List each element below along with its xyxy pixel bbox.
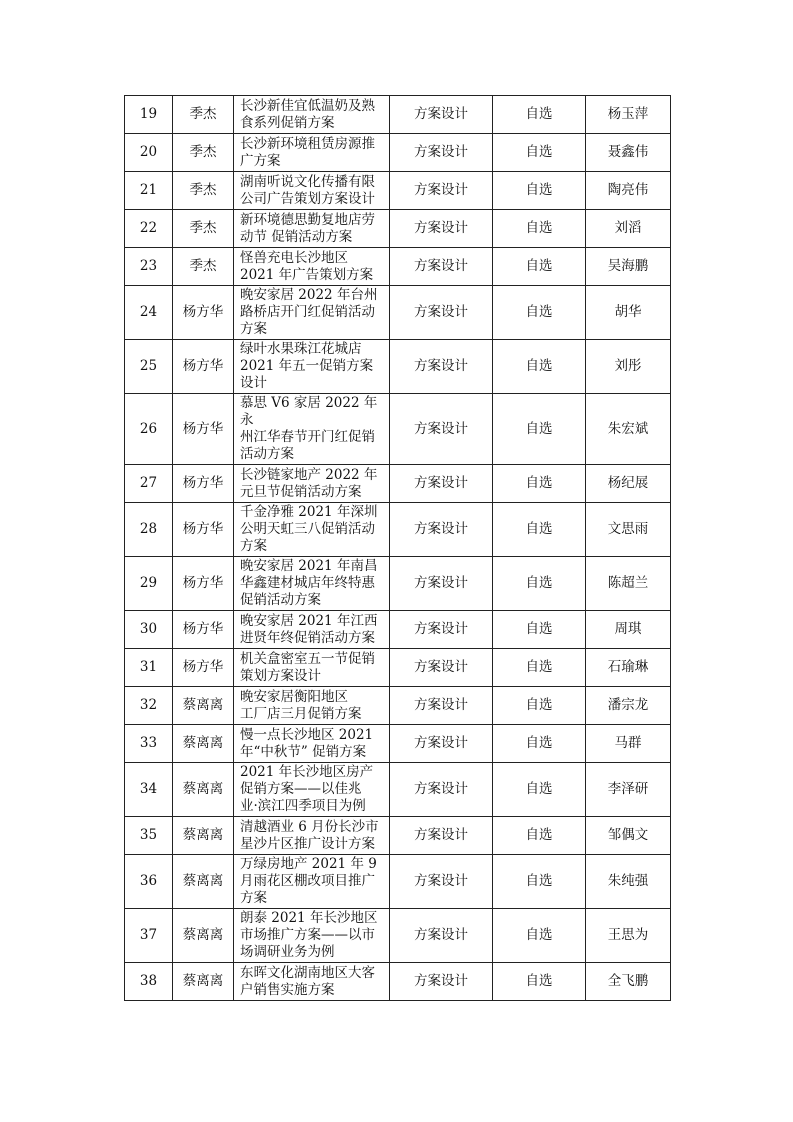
topic-type-cell: 方案设计: [390, 394, 493, 465]
advisor-cell: 杨方华: [173, 465, 234, 503]
topic-title-cell: 万绿房地产 2021 年 9 月雨花区棚改项目推广 方案: [234, 855, 390, 909]
student-name-cell: 邹偶文: [586, 817, 671, 855]
topic-source-cell: 自选: [493, 465, 586, 503]
student-name-cell: 吴海鹏: [586, 248, 671, 286]
row-number-cell: 20: [125, 134, 173, 172]
advisor-cell: 杨方华: [173, 286, 234, 340]
topic-source-cell: 自选: [493, 172, 586, 210]
advisor-cell: 蔡离离: [173, 817, 234, 855]
topic-title-cell: 千金净雅 2021 年深圳 公明天虹三八促销活动 方案: [234, 503, 390, 557]
topic-source-cell: 自选: [493, 134, 586, 172]
student-name-cell: 石瑜琳: [586, 649, 671, 687]
topic-title-cell: 晚安家居 2021 年江西 进贤年终促销活动方案: [234, 611, 390, 649]
row-number-cell: 38: [125, 963, 173, 1001]
table-row: [125, 96, 671, 134]
advisor-cell: 蔡离离: [173, 687, 234, 725]
topic-title-cell: 慢一点长沙地区 2021 年“中秋节” 促销方案: [234, 725, 390, 763]
topic-type-cell: 方案设计: [390, 611, 493, 649]
table-body: [125, 96, 671, 1001]
topic-source-cell: 自选: [493, 96, 586, 134]
topic-title-cell: 长沙新环境租赁房源推 广方案: [234, 134, 390, 172]
table-row: [125, 394, 671, 465]
table-row: [125, 340, 671, 394]
student-name-cell: 陈超兰: [586, 557, 671, 611]
advisor-cell: 季杰: [173, 134, 234, 172]
table-row: [125, 649, 671, 687]
topic-type-cell: 方案设计: [390, 503, 493, 557]
topic-source-cell: 自选: [493, 611, 586, 649]
row-number-cell: 30: [125, 611, 173, 649]
row-number-cell: 31: [125, 649, 173, 687]
topic-source-cell: 自选: [493, 248, 586, 286]
topic-type-cell: 方案设计: [390, 725, 493, 763]
table-row: [125, 210, 671, 248]
table-row: [125, 134, 671, 172]
advisor-cell: 杨方华: [173, 611, 234, 649]
table-row: [125, 763, 671, 817]
topic-type-cell: 方案设计: [390, 687, 493, 725]
table-row: [125, 725, 671, 763]
topic-title-cell: 慕思 V6 家居 2022 年永 州江华春节开门红促销 活动方案: [234, 394, 390, 465]
advisor-cell: 季杰: [173, 96, 234, 134]
topic-type-cell: 方案设计: [390, 465, 493, 503]
advisor-cell: 蔡离离: [173, 855, 234, 909]
advisor-cell: 蔡离离: [173, 725, 234, 763]
topic-type-cell: 方案设计: [390, 649, 493, 687]
topic-title-cell: 怪兽充电长沙地区 2021 年广告策划方案: [234, 248, 390, 286]
table-row: [125, 909, 671, 963]
advisor-cell: 季杰: [173, 172, 234, 210]
student-name-cell: 陶亮伟: [586, 172, 671, 210]
advisor-cell: 季杰: [173, 210, 234, 248]
row-number-cell: 33: [125, 725, 173, 763]
topic-source-cell: 自选: [493, 340, 586, 394]
advisor-cell: 杨方华: [173, 340, 234, 394]
student-name-cell: 朱纯强: [586, 855, 671, 909]
topic-type-cell: 方案设计: [390, 557, 493, 611]
topic-title-cell: 晚安家居衡阳地区 工厂店三月促销方案: [234, 687, 390, 725]
topic-title-cell: 朗泰 2021 年长沙地区 市场推广方案——以市 场调研业务为例: [234, 909, 390, 963]
topic-source-cell: 自选: [493, 855, 586, 909]
topic-source-cell: 自选: [493, 725, 586, 763]
student-name-cell: 李泽研: [586, 763, 671, 817]
topic-title-cell: 长沙链家地产 2022 年 元旦节促销活动方案: [234, 465, 390, 503]
topic-type-cell: 方案设计: [390, 286, 493, 340]
topic-source-cell: 自选: [493, 763, 586, 817]
table-row: [125, 248, 671, 286]
topic-title-cell: 清越酒业 6 月份长沙市 星沙片区推广设计方案: [234, 817, 390, 855]
student-name-cell: 杨纪展: [586, 465, 671, 503]
thesis-topic-table: [124, 95, 671, 1001]
topic-source-cell: 自选: [493, 649, 586, 687]
topic-type-cell: 方案设计: [390, 855, 493, 909]
row-number-cell: 34: [125, 763, 173, 817]
advisor-cell: 蔡离离: [173, 963, 234, 1001]
topic-source-cell: 自选: [493, 503, 586, 557]
row-number-cell: 24: [125, 286, 173, 340]
topic-type-cell: 方案设计: [390, 172, 493, 210]
topic-source-cell: 自选: [493, 963, 586, 1001]
advisor-cell: 杨方华: [173, 503, 234, 557]
table-row: [125, 687, 671, 725]
student-name-cell: 胡华: [586, 286, 671, 340]
row-number-cell: 29: [125, 557, 173, 611]
topic-type-cell: 方案设计: [390, 909, 493, 963]
topic-type-cell: 方案设计: [390, 96, 493, 134]
topic-source-cell: 自选: [493, 817, 586, 855]
student-name-cell: 全飞鹏: [586, 963, 671, 1001]
topic-source-cell: 自选: [493, 557, 586, 611]
advisor-cell: 杨方华: [173, 557, 234, 611]
student-name-cell: 聂鑫伟: [586, 134, 671, 172]
topic-title-cell: 新环境德思勤复地店劳 动节 促销活动方案: [234, 210, 390, 248]
row-number-cell: 23: [125, 248, 173, 286]
topic-type-cell: 方案设计: [390, 248, 493, 286]
topic-type-cell: 方案设计: [390, 134, 493, 172]
topic-title-cell: 机关盒密室五一节促销 策划方案设计: [234, 649, 390, 687]
topic-source-cell: 自选: [493, 286, 586, 340]
table-row: [125, 557, 671, 611]
topic-source-cell: 自选: [493, 687, 586, 725]
advisor-cell: 季杰: [173, 248, 234, 286]
topic-type-cell: 方案设计: [390, 210, 493, 248]
student-name-cell: 马群: [586, 725, 671, 763]
topic-title-cell: 长沙新佳宜低温奶及熟 食系列促销方案: [234, 96, 390, 134]
topic-title-cell: 晚安家居 2022 年台州 路桥店开门红促销活动 方案: [234, 286, 390, 340]
student-name-cell: 刘滔: [586, 210, 671, 248]
topic-type-cell: 方案设计: [390, 763, 493, 817]
table-row: [125, 465, 671, 503]
table-row: [125, 855, 671, 909]
student-name-cell: 朱宏斌: [586, 394, 671, 465]
table-row: [125, 611, 671, 649]
row-number-cell: 28: [125, 503, 173, 557]
advisor-cell: 蔡离离: [173, 763, 234, 817]
table-row: [125, 963, 671, 1001]
advisor-cell: 杨方华: [173, 394, 234, 465]
topic-title-cell: 湖南听说文化传播有限 公司广告策划方案设计: [234, 172, 390, 210]
topic-source-cell: 自选: [493, 909, 586, 963]
table-row: [125, 286, 671, 340]
student-name-cell: 杨玉萍: [586, 96, 671, 134]
table-row: [125, 817, 671, 855]
row-number-cell: 21: [125, 172, 173, 210]
topic-title-cell: 晚安家居 2021 年南昌 华鑫建材城店年终特惠 促销活动方案: [234, 557, 390, 611]
row-number-cell: 37: [125, 909, 173, 963]
row-number-cell: 36: [125, 855, 173, 909]
student-name-cell: 潘宗龙: [586, 687, 671, 725]
row-number-cell: 32: [125, 687, 173, 725]
topic-source-cell: 自选: [493, 394, 586, 465]
student-name-cell: 文思雨: [586, 503, 671, 557]
row-number-cell: 25: [125, 340, 173, 394]
topic-title-cell: 绿叶水果珠江花城店 2021 年五一促销方案 设计: [234, 340, 390, 394]
topic-source-cell: 自选: [493, 210, 586, 248]
topic-type-cell: 方案设计: [390, 817, 493, 855]
row-number-cell: 22: [125, 210, 173, 248]
row-number-cell: 27: [125, 465, 173, 503]
row-number-cell: 19: [125, 96, 173, 134]
topic-type-cell: 方案设计: [390, 340, 493, 394]
topic-title-cell: 2021 年长沙地区房产 促销方案——以佳兆 业·滨江四季项目为例: [234, 763, 390, 817]
student-name-cell: 周琪: [586, 611, 671, 649]
student-name-cell: 王思为: [586, 909, 671, 963]
topic-title-cell: 东晖文化湖南地区大客 户销售实施方案: [234, 963, 390, 1001]
table-row: [125, 172, 671, 210]
advisor-cell: 杨方华: [173, 649, 234, 687]
student-name-cell: 刘彤: [586, 340, 671, 394]
row-number-cell: 26: [125, 394, 173, 465]
advisor-cell: 蔡离离: [173, 909, 234, 963]
topic-type-cell: 方案设计: [390, 963, 493, 1001]
table-row: [125, 503, 671, 557]
row-number-cell: 35: [125, 817, 173, 855]
